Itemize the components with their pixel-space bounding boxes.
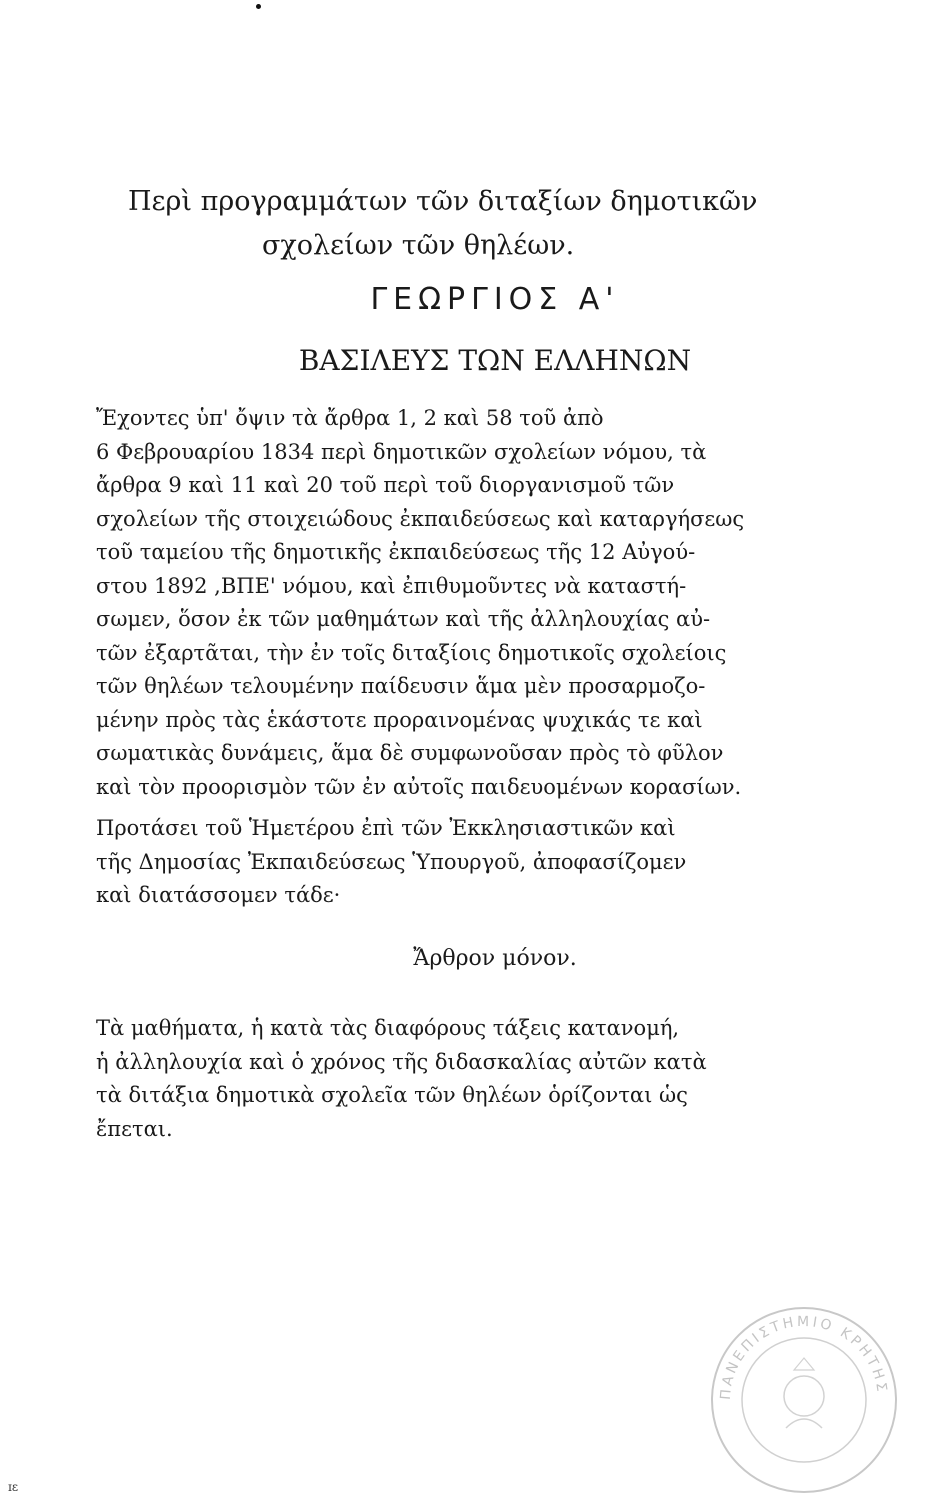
preamble-line: στου 1892 ,ΒΠΕ' νόμου, καὶ ἐπιθυμοῦντες νὰ καταστή-	[96, 573, 687, 598]
ink-dot	[256, 4, 261, 9]
title-line-1: Περὶ προγραμμάτων τῶν διταξίων δημοτικῶν	[128, 186, 758, 217]
preamble-paragraph	[96, 402, 745, 804]
seal-text: ΠΑΝΕΠΙΣΤΗΜΙΟ ΚΡΗΤΗΣ	[717, 1313, 890, 1401]
preamble-line: 6 Φεβρουαρίου 1834 περὶ δημοτικῶν σχολείων νόμου, τὰ	[96, 439, 707, 464]
proposal-line: καὶ διατάσσομεν τάδε·	[96, 883, 341, 907]
article-line: ἔπεται.	[96, 1116, 173, 1141]
preamble-line: σωμεν, ὅσον ἐκ τῶν μαθημάτων καὶ τῆς ἀλληλουχίας αὐ-	[96, 607, 711, 631]
preamble-line: σχολείων τῆς στοιχειώδους ἐκπαιδεύσεως καὶ καταργήσεως	[96, 506, 745, 531]
article-line: Τὰ μαθήματα, ἡ κατὰ τὰς διαφόρους τάξεις κατανομή,	[96, 1016, 680, 1040]
proposal-line: Προτάσει τοῦ Ἡμετέρου ἐπὶ τῶν Ἐκκλησιαστικῶν καὶ	[96, 816, 676, 840]
title-line-2: σχολείων τῶν θηλέων.	[262, 230, 575, 261]
university-seal-stamp	[704, 1300, 904, 1500]
preamble-line: μένην πρὸς τὰς ἑκάστοτε προραινομένας ψυχικάς τε καὶ	[96, 707, 703, 732]
preamble-line: ἄρθρα 9 καὶ 11 καὶ 20 τοῦ περὶ τοῦ διοργανισμοῦ τῶν	[96, 473, 675, 497]
proposal-paragraph	[96, 812, 728, 913]
article-line: ἡ ἀλληλουχία καὶ ὁ χρόνος τῆς διδασκαλίας αὐτῶν κατὰ	[96, 1049, 707, 1074]
preamble-line: τῶν ἐξαρτᾶται, τὴν ἐν τοῖς διταξίοις δημοτικοῖς σχολείοις	[96, 640, 727, 665]
corner-mark: ɪɛ	[8, 1480, 19, 1494]
preamble-line: σωματικὰς δυνάμεις, ἅμα δὲ συμφωνοῦσαν πρὸς τὸ φῦλον	[96, 741, 724, 765]
preamble-line: καὶ τὸν προορισμὸν τῶν ἐν αὐτοῖς παιδευομένων κορασίων.	[96, 774, 742, 799]
article-line: τὰ διτάξια δημοτικὰ σχολεῖα τῶν θηλέων ὁρίζονται ὡς	[96, 1083, 688, 1107]
king-heading: ΓΕΩΡΓΙΟΣ Α'	[370, 282, 620, 317]
preamble-line: Ἔχοντες ὑπ' ὄψιν τὰ ἄρθρα 1, 2 καὶ 58 τοῦ ἀπὸ	[96, 406, 604, 430]
kingdom-heading: ΒΑΣΙΛΕΥΣ ΤΩΝ ΕΛΛΗΝΩΝ	[298, 344, 692, 377]
preamble-line: τῶν θηλέων τελουμένην παίδευσιν ἅμα μὲν προσαρμοζο-	[96, 674, 706, 698]
preamble-line: τοῦ ταμείου τῆς δημοτικῆς ἐκπαιδεύσεως τῆς 12 Αὐγού-	[96, 540, 696, 564]
article-heading: Ἄρθρον μόνον.	[413, 946, 577, 971]
proposal-line: τῆς Δημοσίας Ἐκπαιδεύσεως Ὑπουργοῦ, ἀποφασίζομεν	[96, 849, 687, 874]
article-paragraph	[96, 1012, 728, 1146]
